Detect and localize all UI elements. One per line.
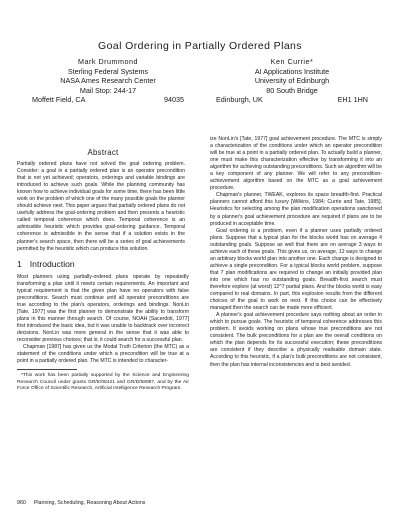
- body-paragraph: Chapman's planner, TWEAK, explores its space breadth-first. Practical planners cannot afford this luxury [Wilkins, 1984; Currie and Tate, 1985]. Heuristics for selecting among the plan modification operations sanctioned by a planner's goal achievement procedure are required if plans are to be produced in acceptable time.: [210, 192, 382, 227]
- author-city-line: [212, 95, 372, 105]
- author-organization: NASA Ames Research Center: [60, 76, 156, 86]
- paper-title: Goal Ordering in Partially Ordered Plans: [98, 40, 302, 52]
- footnote-rule: [17, 369, 77, 370]
- body-paragraph: Most planners using partially-ordered plans operate by repeatedly transforming a plan until it meets certain requirements. An important and typical requirement is that the given plan have no operators with false preconditions. Search must continue until all operator preconditions are true according to the plan's operators, orderings and bindings. NonLin [Tate, 1977] was the first planner to demonstrate the ability to transform plans in this manner through search. Of course, NOAH [Sacerdoti, 1977] first introduced the basic idea, but it was unable to backtrack over incorrect decisions. NonLin was more general in the sense that it was able to reconsider previous choices; that is; it could search for a successful plan.: [17, 273, 189, 344]
- abstract-section: [17, 148, 189, 253]
- right-column: [210, 136, 382, 369]
- author-name: Ken Currie*: [270, 57, 314, 66]
- author-affiliation: AI Applications Institute: [254, 66, 330, 76]
- author-postcode: 94035: [164, 95, 184, 105]
- abstract-heading: Abstract: [87, 148, 119, 157]
- author-postcode: EH1 1HN: [337, 95, 368, 105]
- body-paragraph: A planner's goal achievement procedure says nothing about an order in which to pursue goals. The heuristic of temporal coherence addresses this problem. It avoids working on plans whose true preconditions are not consistent. The bulk preconditions for a plan are the overall conditions on which the plan depends for its successful execution; these preconditions are consistent if they describe a physically realisable domain state. According to this heuristic, if a plan's bulk preconditions are not consistent, then the plan has internal inconsistencies and is best avoided.: [210, 312, 382, 368]
- page-footer: [17, 500, 145, 506]
- author-block-1: [28, 57, 188, 105]
- author-city: Moffett Field, CA: [32, 95, 86, 105]
- author-affiliation: Sterling Federal Systems: [67, 66, 149, 76]
- footnote: *This work has been partially supported by the Science and Engineering Research Council under grants GR/E/05421 and GR/D/58987, and by the Air Force Office of Scientific Research, Artificial Intelligence Research Program.: [17, 373, 189, 392]
- author-block-2: [212, 57, 372, 105]
- author-address: Mail Stop: 244-17: [79, 85, 137, 95]
- author-city-line: [28, 95, 188, 105]
- body-paragraph: ize NonLin's [Tate, 1977] goal achievement procedure. The MTC is simply a characterization of the conditions under which an operator precondition will be true at a point in a partially ordered plan. To actually build a planner, one must make this characterization effective by transforming it into an algorithm for achieving outstanding preconditions. Such an algorithm will be a key component of any planner. We will refer to any precondition-achievement algorithm based on the MTC as a goal achievement procedure.: [210, 136, 382, 192]
- abstract-text: Partially ordered plans have not solved the goal ordering problem. Consider: a goal in a partially ordered plan is an operator precondition that is not yet achieved; operators, orderings and variable bindings are introduced to achieve such goals. While the planning community has known how to achieve individual goals for some time, there has been little work on the problem of which one of the many possible goals the planner should achieve next. This paper argues that partially ordered plans do not usefully address the goal-ordering problem and then presents a heuristic called temporal coherence which does. Temporal coherence is an admissible heuristic which provides goal-ordering guidance. Temporal coherence is admissible in the sense that if a solution exists in the planner's search space, then there will be a series of goal achievements permitted by the heuristic which can produce this solution.: [17, 161, 185, 252]
- author-city: Edinburgh, UK: [216, 95, 263, 105]
- page-number: 960: [17, 500, 26, 506]
- footer-text: Planning, Scheduling, Reasoning About Actions: [33, 500, 146, 506]
- author-organization: University of Edinburgh: [254, 76, 330, 86]
- body-paragraph: Goal ordering is a problem, even if a planner uses partially ordered plans. Suppose that a typical plan for the blocks world has on average 4 outstanding goals. Suppose as well that there are on average 3 ways to achieve each of these goals. This gives us, on average, 12 ways to change an arbitrary blocks world plan into another one. Each change is designed to achieve a single precondition. For a typical blocks world problem, suppose that 7 plan modifications are required to change an initially provided plan into one which has no outstanding goals. Breadth-first search must therefore explore (at worst) 12^7 partial plans. And the blocks world is easy compared to real domains. In part, this explosion results from the different choices of the goal to work on next. If this choice can be effectively managed then the search can be made more efficient.: [210, 227, 382, 312]
- body-paragraph: Chapman [1987] has given us the Modal Truth Criterion (the MTC) as a statement of the conditions under which a precondition will be true at a point in a partially ordered plan. The MTC is intended to character-: [17, 344, 189, 365]
- section-heading: [17, 259, 189, 269]
- author-address: 80 South Bridge: [266, 85, 318, 95]
- left-column: [17, 148, 189, 392]
- author-name: Mark Drummond: [77, 57, 139, 66]
- section-title: Introduction: [29, 258, 75, 269]
- section-number: 1: [17, 258, 22, 269]
